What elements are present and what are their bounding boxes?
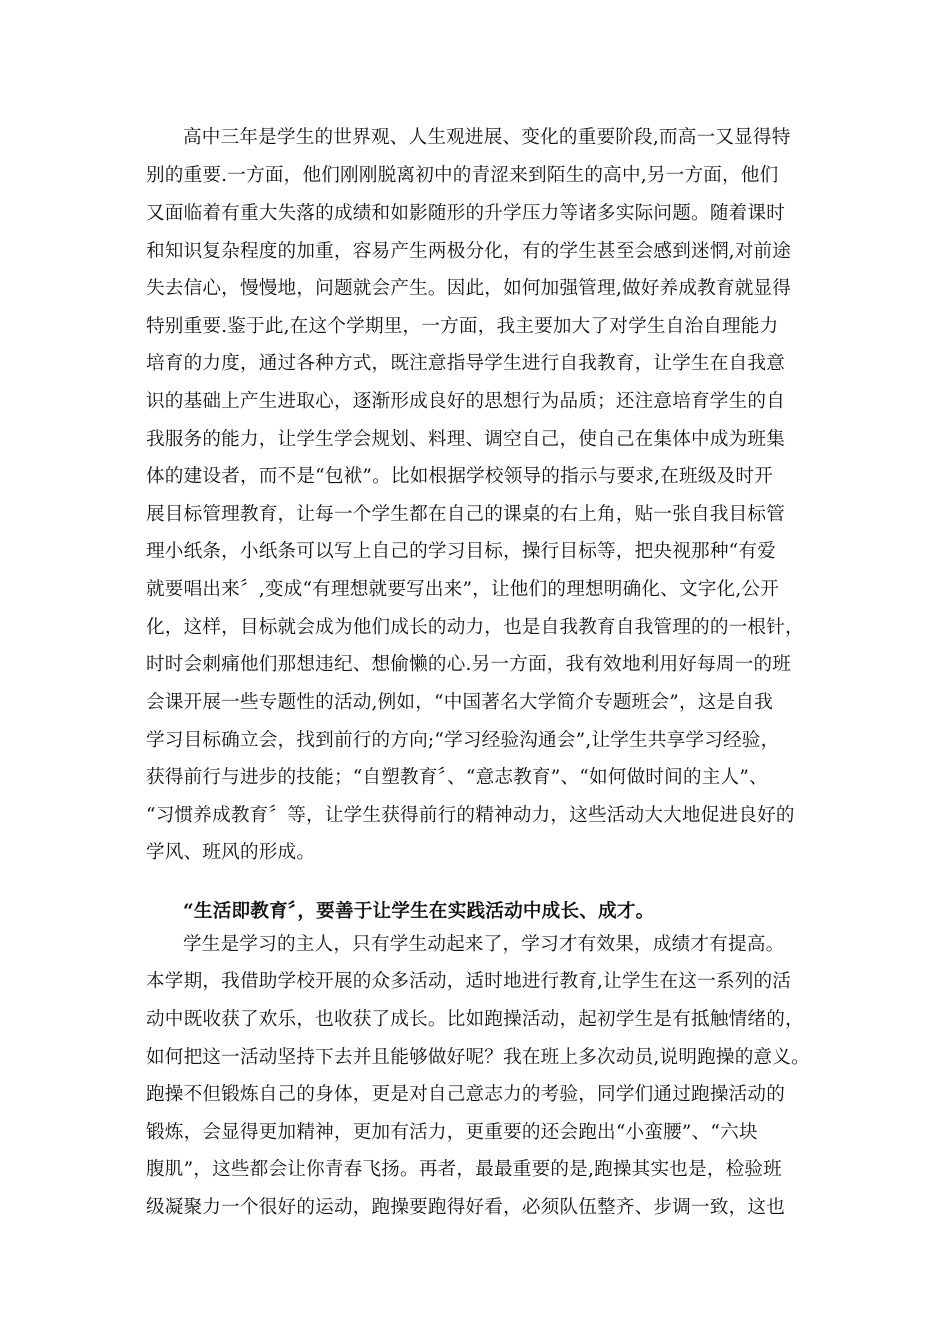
text-line: 特别重要.鉴于此,在这个学期里，一方面，我主要加大了对学生自治自理能力 <box>146 316 779 337</box>
text-line: 学风、班风的形成。 <box>146 842 316 863</box>
text-line: 学生是学习的主人，只有学生动起来了，学习才有效果，成绩才有提高。 <box>183 934 785 955</box>
text-line: 时时会刺痛他们那想违纪、想偷懒的心.另一方面，我有效地利用好每周一的班 <box>146 654 792 675</box>
text-line: 高中三年是学生的世界观、人生观进展、变化的重要阶段,而高一又显得特 <box>183 127 791 148</box>
text-line: 识的基础上产生进取心，逐渐形成良好的思想行为品质；还注意培育学生的自 <box>146 391 785 412</box>
text-line: 体的建设者，而不是“包袱”。比如根据学校领导的指示与要求,在班级及时开 <box>146 466 773 487</box>
text-line: 腹肌”，这些都会让你青春飞扬。再者，最最重要的是,跑操其实也是，检验班 <box>146 1159 783 1180</box>
text-line: 和知识复杂程度的加重，容易产生两极分化，有的学生甚至会感到迷惘,对前途 <box>146 241 792 262</box>
text-line: 获得前行与进步的技能；“自塑教育〞、“意志教育”、“如何做时间的主人”、 <box>146 767 768 788</box>
text-line: “习惯养成教育〞等，让学生获得前行的精神动力，这些活动大大地促进良好的 <box>146 805 795 826</box>
text-line: 就要唱出来〞,变成“有理想就要写出来”，让他们的理想明确化、文字化,公开 <box>146 579 780 600</box>
text-line: 理小纸条，小纸条可以写上自己的学习目标，操行目标等，把央视那种“有爱 <box>146 541 776 562</box>
text-line: 跑操不但锻炼自己的身体，更是对自己意志力的考验，同学们通过跑操活动的 <box>146 1084 785 1105</box>
text-line: 动中既收获了欢乐，也收获了成长。比如跑操活动，起初学生是有抵触情绪的， <box>146 1009 804 1030</box>
text-line: 级凝聚力一个很好的运动，跑操要跑得好看，必须队伍整齐、步调一致，这也 <box>146 1197 785 1218</box>
text-line: 我服务的能力，让学生学会规划、料理、调空自己，使自己在集体中成为班集 <box>146 429 785 450</box>
text-line: 又面临着有重大失落的成绩和如影随形的升学压力等诸多实际问题。随着课时 <box>146 203 785 224</box>
text-line: 会课开展一些专题性的活动,例如，“中国著名大学简介专题班会”，这是自我 <box>146 692 773 713</box>
text-line: 展目标管理教育，让每一个学生都在自己的课桌的右上角，贴一张自我目标管 <box>146 504 785 525</box>
text-line: 学习目标确立会，找到前行的方向;“学习经验沟通会”,让学生共享学习经验， <box>146 730 780 751</box>
section-heading: “生活即教育〞，要善于让学生在实践活动中成长、成才。 <box>183 901 655 922</box>
text-line: 锻炼，会显得更加精神，更加有活力，更重要的还会跑出“小蛮腰”、“六块 <box>146 1122 758 1143</box>
text-line: 如何把这一活动坚持下去并且能够做好呢？我在班上多次动员,说明跑操的意义。 <box>146 1047 810 1068</box>
text-line: 别的重要.一方面，他们刚刚脱离初中的青涩来到陌生的高中,另一方面，他们 <box>146 165 779 186</box>
text-line: 本学期，我借助学校开展的众多活动，适时地进行教育,让学生在这一系列的活 <box>146 971 792 992</box>
text-line: 失去信心，慢慢地，问题就会产生。因此，如何加强管理,做好养成教育就显得 <box>146 278 792 299</box>
text-line: 培育的力度，通过各种方式，既注意指导学生进行自我教育，让学生在自我意 <box>146 353 785 374</box>
text-line: 化，这样，目标就会成为他们成长的动力，也是自我教育自我管理的的一根针， <box>146 617 804 638</box>
